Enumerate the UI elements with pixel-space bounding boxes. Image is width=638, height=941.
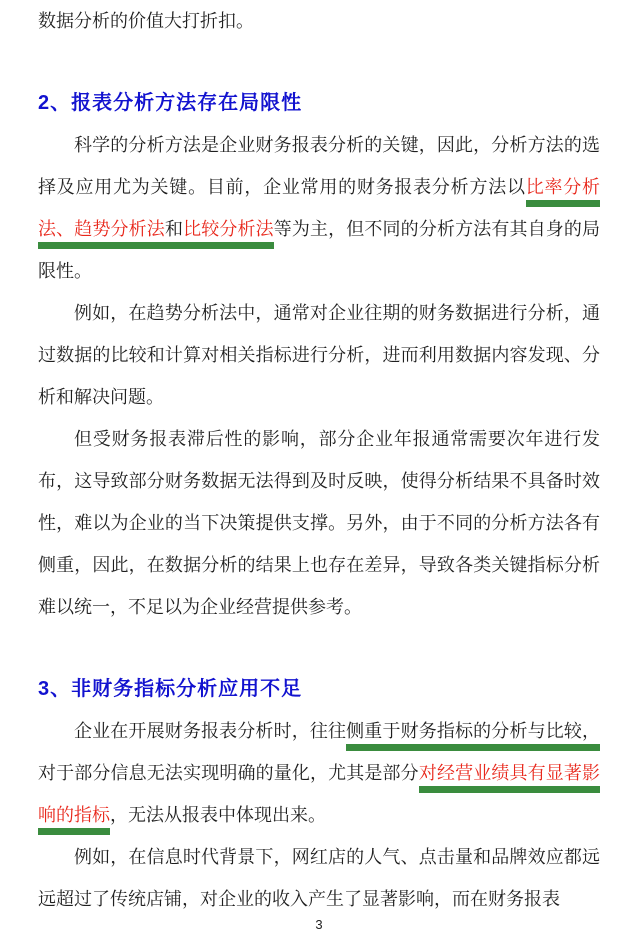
underlined-run: 和 <box>165 219 183 249</box>
emphasis-red-underlined-run: 比较分析法 <box>183 219 274 249</box>
paragraph <box>38 418 600 628</box>
text-run: 对于部分信息无法实现明确的量化，尤其是部分 <box>38 763 419 783</box>
text-run: 数据分析的价值大打折扣。 <box>38 11 254 31</box>
text-run: 2、报表分析方法存在局限性 <box>38 92 303 114</box>
emphasis-red-underlined-run: 对经营业绩具有显著影响的指标 <box>38 763 600 835</box>
document-body <box>38 0 600 920</box>
page-footer <box>0 917 638 933</box>
underlined-run: 侧重于财务指标的分析与比较， <box>346 721 600 751</box>
text-run: 3、非财务指标分析应用不足 <box>38 678 303 700</box>
paragraph <box>38 0 600 42</box>
emphasis-red-underlined-run: 比率分析法、趋势分析法 <box>38 177 600 249</box>
page-number: 3 <box>315 917 323 932</box>
text-run: 例如，在信息时代背景下，网红店的人气、点击量和品牌效应都远远超过了传统店铺，对企业的收入产生了显著影响，而在财务报表 <box>38 847 600 909</box>
paragraph <box>38 124 600 292</box>
text-run: 等为主，但不同的分析方法有其自身的局限性。 <box>38 219 601 281</box>
text-run: 科学的分析方法是企业财务报表分析的关键，因此，分析方法的选择及应用尤为关键。目前，企业常用的财务报表分析方法以 <box>38 135 600 197</box>
section-heading <box>38 82 600 124</box>
text-run: 但受财务报表滞后性的影响，部分企业年报通常需要次年进行发布，这导致部分财务数据无法得到及时反映，使得分析结果不具备时效性，难以为企业的当下决策提供支撑。另外，由于不同的分析方法各有侧重，因此，在数据分析的结果上也存在差异，导致各类关键指标分析难以统一，不足以为企业经营提供参考。 <box>38 429 600 617</box>
text-run: ，无法从报表中体现出来。 <box>110 805 326 825</box>
paragraph <box>38 836 600 920</box>
paragraph <box>38 292 600 418</box>
section-heading <box>38 668 600 710</box>
text-run: 企业在开展财务报表分析时，往往 <box>74 721 347 741</box>
text-run: 例如，在趋势分析法中，通常对企业往期的财务数据进行分析，通过数据的比较和计算对相关指标进行分析，进而利用数据内容发现、分析和解决问题。 <box>38 303 600 407</box>
paragraph <box>38 710 600 836</box>
